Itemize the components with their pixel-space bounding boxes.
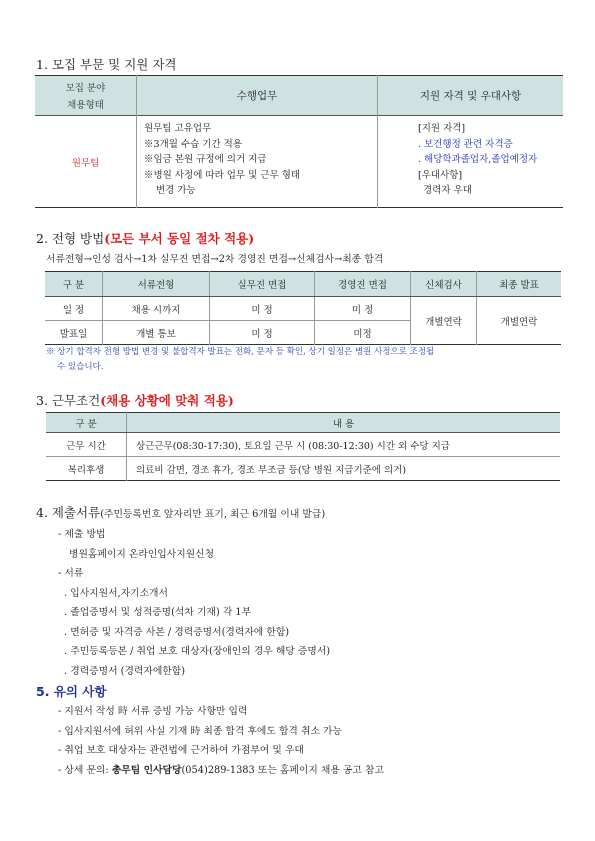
process-cell: 개별연락 xyxy=(500,316,538,328)
notes-item xyxy=(58,761,384,781)
process-note: ※ 상기 합격자 전형 방법 변경 및 불합격자 발표는 전화, 문자 등 확인, 상기 일정은 병원 사정으로 조정될 xyxy=(46,347,435,357)
qual-label: [지원 자격] xyxy=(418,123,466,134)
recruit-head-duty: 수행업무 xyxy=(137,76,378,116)
process-head: 경영진 면접 xyxy=(315,272,411,297)
conditions-table xyxy=(46,412,560,481)
notes-item: - 지원서 작성 時 서류 증빙 가능 사항만 입력 xyxy=(58,706,248,717)
process-head: 최종 발표 xyxy=(477,272,562,297)
process-cell: 채용 시까지 xyxy=(103,297,210,321)
process-head: 실무진 면접 xyxy=(210,272,315,297)
section3-title-text: 3. 근무조건 xyxy=(36,393,101,408)
pref-label: [우대사항] xyxy=(418,169,463,181)
qual-item: . 해당학과졸업자,졸업예정자 xyxy=(418,154,538,165)
process-cell: 개별 통보 xyxy=(103,321,210,345)
process-cell: 일 정 xyxy=(45,297,103,321)
documents-item: - 서류 xyxy=(58,568,84,579)
process-head: 신체검사 xyxy=(411,272,477,297)
recruit-head-qual: 지원 자격 및 우대사항 xyxy=(419,90,522,102)
section3-title-note: (채용 상황에 맞춰 적용) xyxy=(100,393,234,408)
documents-item: . 입사지원서,자기소개서 xyxy=(64,587,168,599)
recruit-table xyxy=(35,75,563,208)
section4-title xyxy=(36,503,325,521)
duty-line: 변경 가능 xyxy=(156,185,196,196)
documents-item: . 주민등록등본 / 취업 보호 대상자(장애인의 경우 해당 증명서) xyxy=(64,646,331,657)
conditions-label: 복리후생 xyxy=(46,457,127,481)
section3-title xyxy=(36,391,234,409)
section2-title-note: (모든 부서 동일 절차 적용) xyxy=(104,231,255,246)
section4-title-note: (주민등록번호 앞자리만 표기, 최근 6개월 이내 발급) xyxy=(100,509,326,520)
conditions-label: 근무 시간 xyxy=(46,433,127,457)
notes-item: - 입사지원서에 허위 사실 기재 時 최종 합격 후에도 합격 취소 가능 xyxy=(58,725,342,737)
process-cell: 미 정 xyxy=(210,297,315,321)
duty-line: ※병원 사정에 따라 업무 및 근무 형태 xyxy=(144,169,301,181)
qual-cell xyxy=(378,116,564,208)
contact-prefix: - 상세 문의: xyxy=(58,764,112,776)
process-cell: 미정 xyxy=(315,321,411,345)
process-cell: 발표일 xyxy=(45,321,103,345)
duty-line: ※3개월 수습 기간 적용 xyxy=(144,138,243,150)
documents-item: - 제출 방법 xyxy=(58,529,106,540)
conditions-value: 상근근무(08:30-17:30), 토요일 근무 시 (08:30-12:30) 시간 외 수당 지급 xyxy=(127,433,561,457)
conditions-head: 구 분 xyxy=(46,413,127,433)
process-cell: 미 정 xyxy=(315,297,411,321)
process-note-cont: 수 있습니다. xyxy=(57,362,104,372)
process-head: 구 분 xyxy=(45,272,103,297)
process-head: 서류전형 xyxy=(103,272,210,297)
notes-item: - 취업 보호 대상자는 관련법에 근거하여 가점부여 및 우대 xyxy=(58,745,304,756)
contact-phone: (054)289-1383 또는 홈페이지 채용 공고 참고 xyxy=(181,764,384,776)
documents-item: . 면허증 및 자격증 사본 / 경력증명서(경력자에 한함) xyxy=(64,626,290,638)
section5-title: 5. 유의 사항 xyxy=(36,684,107,699)
documents-item: . 졸업증명서 및 성적증명(석차 기재) 각 1부 xyxy=(64,607,252,618)
qual-item: . 보건행정 관련 자격증 xyxy=(418,138,513,150)
section2-title xyxy=(36,229,254,247)
recruit-head-dept-a: 모집 분야 xyxy=(65,83,106,94)
recruit-head-dept xyxy=(35,76,137,116)
duty-line: ※임금 본원 규정에 의거 지급 xyxy=(144,154,267,165)
process-flow: 서류전형→인성 검사→1차 실무진 면접→2차 경영진 면접→신체검사→최종 합격 xyxy=(46,254,384,265)
section2-title-text: 2. 전형 방법 xyxy=(36,231,105,246)
documents-item: . 경력증명서 (경력자에한함) xyxy=(64,665,186,677)
conditions-head: 내 용 xyxy=(127,413,561,433)
documents-item: 병원홈페이지 온라인입사지원신청 xyxy=(69,548,215,560)
section4-title-text: 4. 제출서류 xyxy=(36,505,101,520)
conditions-value: 의료비 감면, 경조 휴가, 경조 부조금 등(당 병원 지급기준에 의거) xyxy=(136,464,407,476)
pref-item: 경력자 우대 xyxy=(423,185,472,196)
section1-title: 1. 모집 부문 및 지원 자격 xyxy=(36,57,177,72)
duties-cell xyxy=(137,116,378,208)
notes-list xyxy=(58,702,384,780)
process-cell: 개별연락 xyxy=(411,297,477,345)
contact-dept: 총무팀 인사담당 xyxy=(111,764,182,776)
duty-line: 원무팀 고유업무 xyxy=(144,123,212,134)
process-cell: 미 정 xyxy=(210,321,315,345)
process-table xyxy=(45,271,561,345)
recruit-head-dept-b: 채용형태 xyxy=(67,100,104,111)
documents-list xyxy=(58,525,330,681)
dept-cell: 원무팀 xyxy=(35,116,137,208)
